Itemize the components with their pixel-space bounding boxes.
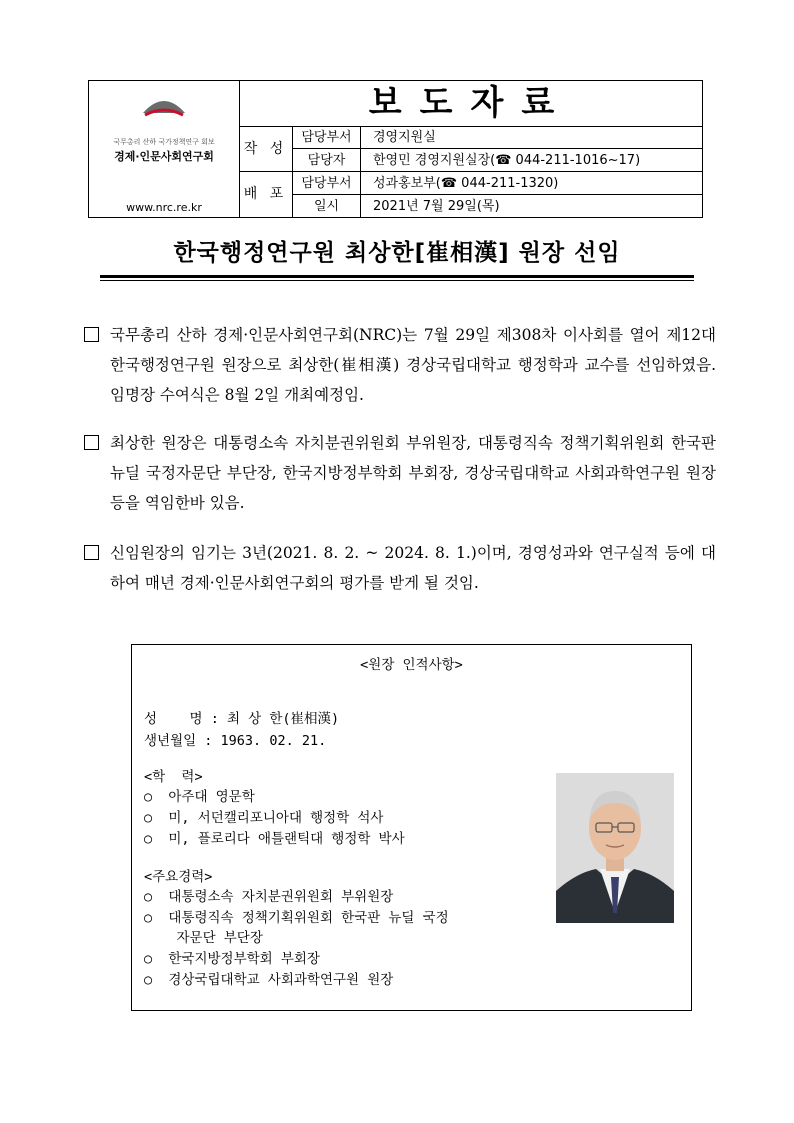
row-value: 2021년 7월 29일(목) [373,199,500,214]
row-value: 경영지원실 [361,126,702,149]
checkbox-bullet-icon [84,435,99,450]
profile-name: 성 명 : 최 상 한(崔相漢) [144,711,340,727]
career-item: ○ 대통령직속 정책기획위원회 한국판 뉴딜 국정 [144,910,449,926]
career-heading: <주요경력> [144,869,213,885]
profile-title: <원장 인적사항> [360,657,463,673]
career-item: ○ 한국지방정부학회 부회장 [144,951,320,967]
press-release-header [88,80,703,218]
logo-cell [89,81,240,217]
checkbox-bullet-icon [84,327,99,342]
row-value: 성과홍보부(☎ 044-211-1320) [361,172,702,195]
section-label-distribution: 배 포 [239,172,293,217]
portrait-photo [556,773,674,923]
section-label-author: 작 성 [239,126,293,172]
row-value: 한영민 경영지원실장(☎ 044-211-1016~17) [361,149,702,172]
headline: 한국행정연구원 최상한[崔相漢] 원장 선임 [173,240,621,266]
education-item: ○ 미, 플로리다 애틀랜틱대 행정학 박사 [144,831,405,847]
paragraph [84,428,716,518]
checkbox-bullet-icon [84,545,99,560]
row-key: 담당자 [293,149,361,172]
logo-name: 경제·인문사회연구회 [114,150,214,163]
headline-rule-thin [100,280,694,281]
education-item: ○ 아주대 영문학 [144,789,255,805]
row-key: 일시 [293,195,361,218]
paragraph [84,320,716,410]
headline-rule [100,275,694,278]
career-item: 자문단 부단장 [144,930,263,946]
logo-subtitle: 국무총리 산하 국가정책연구 회보 [113,138,215,146]
profile-box [131,644,692,1011]
education-heading: <학 력> [144,769,203,785]
paragraph-text: 국무총리 산하 경제·인문사회연구회(NRC)는 7월 29일 제308차 이사회를 열어 제12대 한국행정연구원 원장으로 최상한(崔相漢) 경상국립대학교 행정학과 교수를 선임하였음. 임명장 수여식은 8월 2일 개최예정임. [110,326,716,404]
nrc-logo-icon [141,93,187,119]
career-item: ○ 경상국립대학교 사회과학연구원 원장 [144,972,394,988]
profile-birth: 생년월일 : 1963. 02. 21. [144,733,327,749]
row-key: 담당부서 [293,126,361,149]
paragraph-text: 최상한 원장은 대통령소속 자치분권위원회 부위원장, 대통령직속 정책기획위원회 한국판 뉴딜 국정자문단 부단장, 한국지방정부학회 부회장, 경상국립대학교 사회과학연구원 원장 등을 역임한바 있음. [110,434,716,512]
paragraph-text: 신임원장의 임기는 3년(2021. 8. 2. ~ 2024. 8. 1.)이며, 경영성과와 연구실적 등에 대하여 매년 경제·인문사회연구회의 평가를 받게 될 것임. [110,544,716,592]
page-title: 보도자료 [239,81,702,127]
education-item: ○ 미, 서던캘리포니아대 행정학 석사 [144,810,384,826]
career-item: ○ 대통령소속 자치분권위원회 부위원장 [144,889,394,905]
paragraph [84,538,716,598]
logo-url[interactable]: www.nrc.re.kr [126,201,202,214]
row-key: 담당부서 [293,172,361,195]
